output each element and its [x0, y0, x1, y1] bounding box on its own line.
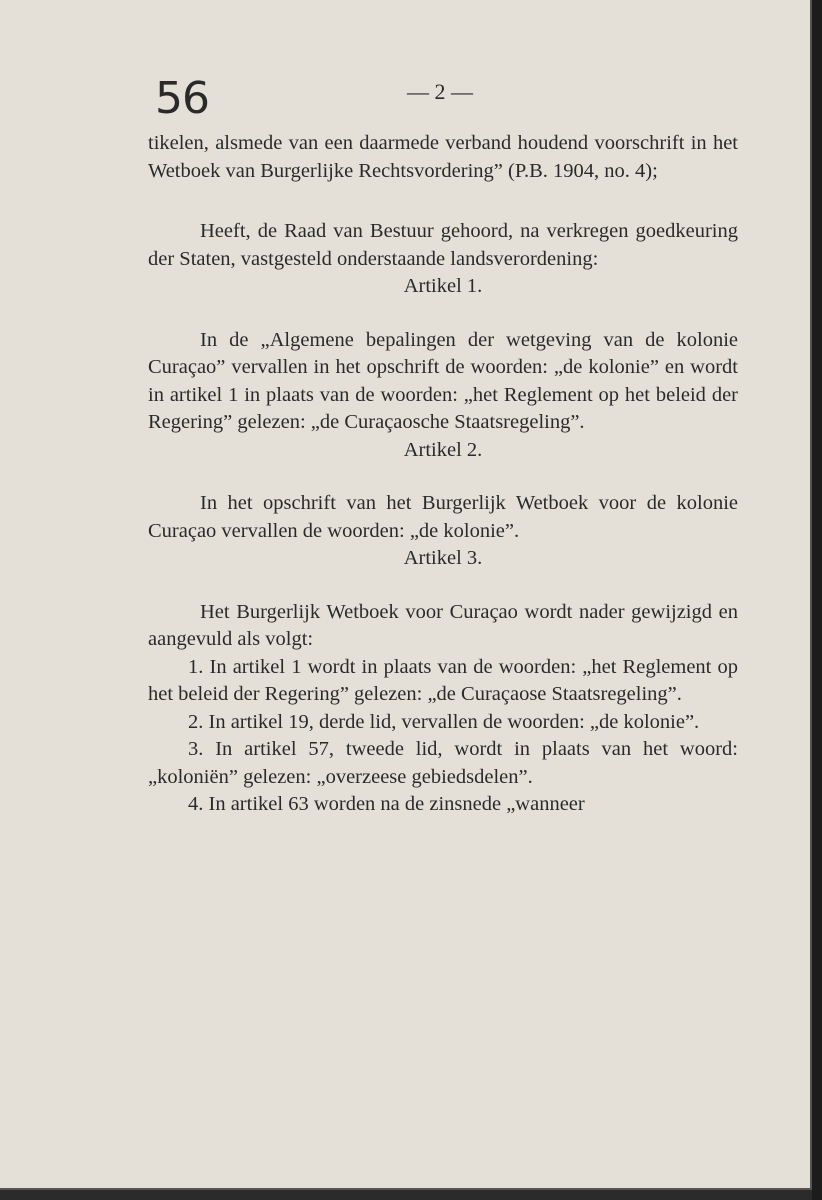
preamble: Heeft, de Raad van Bestuur gehoord, na verkregen goedkeuring der Staten, vastgesteld onderstaande landsverordening:: [148, 220, 738, 270]
list-item-3: 3. In artikel 57, tweede lid, wordt in plaats van het woord: „koloniën” gelezen: „overzeese gebiedsdelen”.: [148, 738, 738, 788]
article-2-text: In het opschrift van het Burgerlijk Wetboek voor de kolonie Curaçao vervallen de woorden: „de kolonie”.: [148, 492, 738, 542]
list-item-2: 2. In artikel 19, derde lid, vervallen de woorden: „de kolonie”.: [188, 710, 700, 733]
page-stamp-number: 56: [155, 73, 209, 124]
article-3-title: Artikel 3.: [403, 547, 483, 569]
list-item-1: 1. In artikel 1 wordt in plaats van de woorden: „het Reglement op het beleid der Regering” gelezen: „de Curaçaose Staatsregeling”.: [148, 655, 738, 705]
article-2-title: Artikel 2.: [403, 438, 483, 461]
article-1-text: In de „Algemene bepalingen der wetgeving van de kolonie Curaçao” vervallen in het opschrift de woorden: „de kolonie” en wordt in artikel 1 in plaats van de woorden: „het Reglement op het beleid der Regering” gelezen: „de Curaçaosche Staatsregeling”.: [148, 328, 738, 433]
scan-edge: [812, 0, 822, 1200]
article-1-title: Artikel 1.: [403, 275, 483, 297]
article-3-text: Het Burgerlijk Wetboek voor Curaçao wordt nader gewijzigd en aangevuld als volgt:: [148, 600, 738, 650]
intro-continuation: tikelen, alsmede van een daarmede verband houdend voorschrift in het Wetboek van Burgerlijke Rechtsvordering” (P.B. 1904, no. 4);: [148, 132, 738, 182]
running-header: — 2 —: [407, 79, 473, 104]
list-item-4: 4. In artikel 63 worden na de zinsnede „wanneer: [188, 793, 585, 815]
body-text: [148, 130, 738, 819]
